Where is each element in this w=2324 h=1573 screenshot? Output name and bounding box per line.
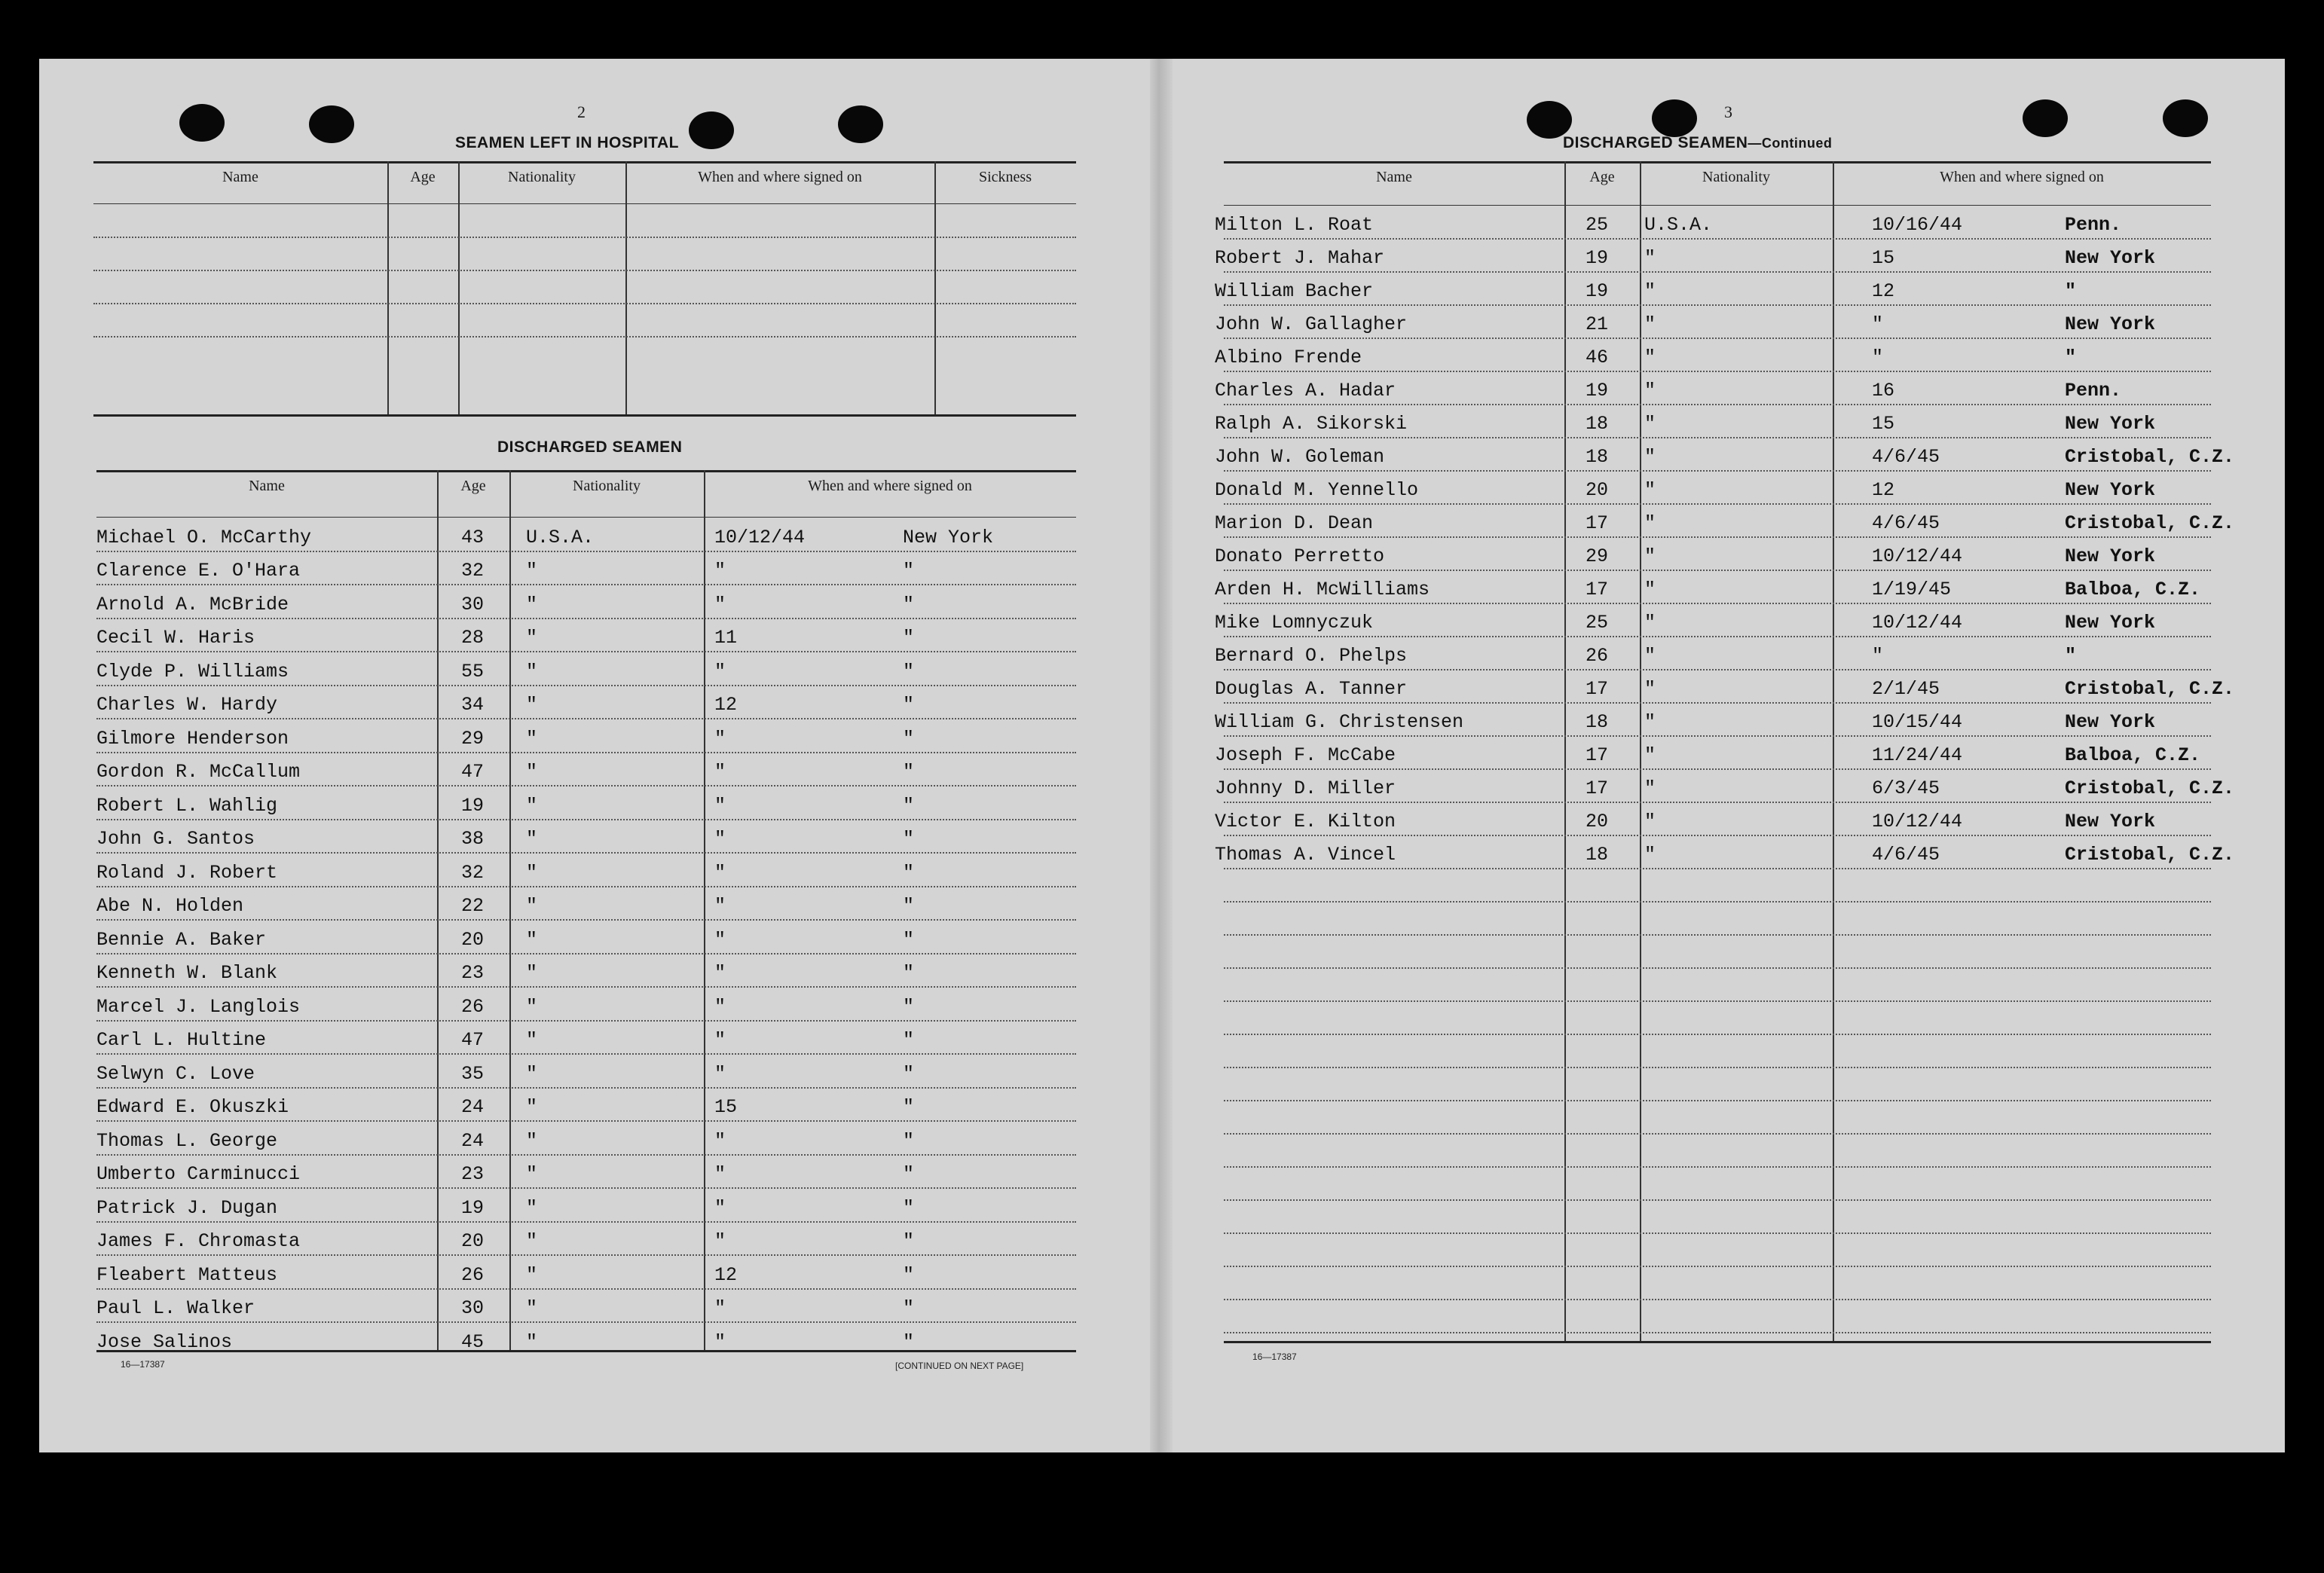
row-rule <box>1224 404 2211 405</box>
seaman-name: Charles W. Hardy <box>96 694 278 716</box>
signed-on-date: " <box>714 761 726 783</box>
signed-on-place: Cristobal, C.Z. <box>2065 844 2235 866</box>
signed-on-place: " <box>903 694 915 716</box>
signed-on-date: " <box>714 1330 726 1353</box>
seaman-nationality: " <box>1644 844 1656 866</box>
seaman-name: Cecil W. Haris <box>96 627 255 649</box>
seaman-nationality: " <box>526 1263 538 1286</box>
seaman-age: 17 <box>1586 678 1609 700</box>
row-rule <box>1224 338 2211 339</box>
seaman-age: 38 <box>461 828 485 850</box>
seaman-nationality: " <box>1644 479 1656 501</box>
seaman-age: 23 <box>461 1163 485 1185</box>
signed-on-place: Cristobal, C.Z. <box>2065 777 2235 799</box>
signed-on-date: " <box>714 560 726 582</box>
signed-on-place: New York <box>2065 313 2156 335</box>
seaman-age: 28 <box>461 627 485 649</box>
seaman-age: 21 <box>1586 313 1609 335</box>
signed-on-date: 15 <box>1872 413 1895 435</box>
seaman-nationality: " <box>526 895 538 917</box>
seaman-age: 46 <box>1586 347 1609 368</box>
row-rule <box>1224 470 2211 472</box>
signed-on-place: " <box>2065 347 2077 368</box>
seaman-nationality: " <box>1644 347 1656 368</box>
row-rule <box>1224 238 2211 240</box>
signed-on-place: New York <box>903 526 994 548</box>
seaman-age: 32 <box>461 861 485 884</box>
signed-on-date: " <box>714 1029 726 1051</box>
signed-on-date: " <box>714 660 726 683</box>
column-header: Name <box>1376 169 1412 185</box>
signed-on-place: New York <box>2065 413 2156 435</box>
row-rule <box>1224 503 2211 505</box>
signed-on-place: " <box>903 1096 915 1118</box>
seaman-nationality: " <box>1644 512 1656 534</box>
hospital-section-title: SEAMEN LEFT IN HOSPITAL <box>455 134 679 151</box>
seaman-age: 19 <box>461 794 485 817</box>
seaman-nationality: U.S.A. <box>526 526 595 548</box>
seaman-name: Charles A. Hadar <box>1215 380 1396 402</box>
signed-on-place: " <box>903 1062 915 1085</box>
seaman-name: Mike Lomnyczuk <box>1215 612 1374 634</box>
signed-on-place: New York <box>2065 479 2156 501</box>
signed-on-date: 15 <box>714 1096 738 1118</box>
seaman-name: Thomas A. Vincel <box>1215 844 1396 866</box>
seaman-name: John W. Gallagher <box>1215 313 1408 335</box>
signed-on-place: Cristobal, C.Z. <box>2065 512 2235 534</box>
seaman-age: 24 <box>461 1096 485 1118</box>
row-rule <box>1224 1000 2211 1002</box>
signed-on-place: New York <box>2065 247 2156 269</box>
column-header: When and where signed on <box>808 478 972 494</box>
right-page <box>39 59 2285 1452</box>
signed-on-place: Cristobal, C.Z. <box>2065 678 2235 700</box>
seaman-age: 23 <box>461 962 485 984</box>
signed-on-date: 1/19/45 <box>1872 579 1952 600</box>
seaman-nationality: " <box>526 761 538 783</box>
form-number: 16—17387 <box>1252 1352 1297 1362</box>
seaman-age: 18 <box>1586 413 1609 435</box>
seaman-name: Marcel J. Langlois <box>96 995 301 1018</box>
table-bottom-rule <box>1224 1341 2211 1343</box>
seaman-nationality: " <box>1644 280 1656 302</box>
seaman-name: Gordon R. McCallum <box>96 761 301 783</box>
column-header: Nationality <box>508 169 576 185</box>
seaman-age: 26 <box>461 995 485 1018</box>
row-rule <box>1224 271 2211 273</box>
signed-on-date: " <box>714 962 726 984</box>
signed-on-date: " <box>1872 313 1884 335</box>
signed-on-date: 4/6/45 <box>1872 844 1940 866</box>
seaman-age: 25 <box>1586 612 1609 634</box>
seaman-nationality: " <box>1644 446 1656 468</box>
signed-on-place: New York <box>2065 711 2156 733</box>
seaman-age: 35 <box>461 1062 485 1085</box>
seaman-name: Robert J. Mahar <box>1215 247 1385 269</box>
row-rule <box>1224 768 2211 770</box>
signed-on-date: " <box>714 995 726 1018</box>
signed-on-place: " <box>903 861 915 884</box>
row-rule <box>1224 603 2211 604</box>
signed-on-place: New York <box>2065 612 2156 634</box>
row-rule <box>1224 1067 2211 1068</box>
seaman-nationality: " <box>1644 545 1656 567</box>
signed-on-place: Penn. <box>2065 214 2122 236</box>
seaman-nationality: " <box>526 995 538 1018</box>
seaman-nationality: " <box>1644 313 1656 335</box>
seaman-age: 18 <box>1586 446 1609 468</box>
signed-on-date: 4/6/45 <box>1872 512 1940 534</box>
seaman-age: 30 <box>461 593 485 615</box>
signed-on-place: " <box>903 660 915 683</box>
seaman-age: 55 <box>461 660 485 683</box>
seaman-nationality: U.S.A. <box>1644 214 1713 236</box>
signed-on-date: " <box>714 794 726 817</box>
signed-on-place: Cristobal, C.Z. <box>2065 446 2235 468</box>
seaman-age: 29 <box>461 727 485 750</box>
signed-on-date: 4/6/45 <box>1872 446 1940 468</box>
seaman-name: Paul L. Walker <box>96 1297 255 1319</box>
seaman-nationality: " <box>526 593 538 615</box>
signed-on-place: " <box>903 1297 915 1319</box>
seaman-nationality: " <box>526 694 538 716</box>
signed-on-date: " <box>1872 347 1884 368</box>
signed-on-place: " <box>2065 645 2077 667</box>
seaman-age: 17 <box>1586 579 1609 600</box>
document-sheet <box>39 59 2285 1452</box>
row-rule <box>1224 702 2211 704</box>
seaman-nationality: " <box>526 1029 538 1051</box>
row-rule <box>1224 371 2211 372</box>
seaman-nationality: " <box>526 627 538 649</box>
column-header: When and where signed on <box>1940 169 2104 185</box>
seaman-nationality: " <box>526 1096 538 1118</box>
signed-on-place: " <box>903 1029 915 1051</box>
seaman-nationality: " <box>1644 612 1656 634</box>
signed-on-date: 10/12/44 <box>1872 545 1963 567</box>
seaman-age: 43 <box>461 526 485 548</box>
table-top-rule <box>1224 161 2211 163</box>
right-section-title <box>1563 134 1832 152</box>
seaman-name: William G. Christensen <box>1215 711 1464 733</box>
signed-on-place: Balboa, C.Z. <box>2065 579 2201 600</box>
seaman-nationality: " <box>526 861 538 884</box>
seaman-age: 19 <box>1586 247 1609 269</box>
seaman-name: Roland J. Robert <box>96 861 278 884</box>
seaman-name: Edward E. Okuszki <box>96 1096 289 1118</box>
seaman-nationality: " <box>526 828 538 850</box>
row-rule <box>1224 1100 2211 1101</box>
column-header: Age <box>410 169 436 185</box>
seaman-age: 47 <box>461 761 485 783</box>
seaman-nationality: " <box>1644 579 1656 600</box>
seaman-nationality: " <box>1644 811 1656 832</box>
row-rule <box>1224 868 2211 869</box>
seaman-nationality: " <box>1644 413 1656 435</box>
seaman-age: 18 <box>1586 844 1609 866</box>
seaman-nationality: " <box>1644 711 1656 733</box>
signed-on-place: Balboa, C.Z. <box>2065 744 2201 766</box>
signed-on-date: " <box>714 861 726 884</box>
seaman-nationality: " <box>526 1129 538 1152</box>
seaman-name: Abe N. Holden <box>96 895 244 917</box>
seaman-name: John G. Santos <box>96 828 255 850</box>
signed-on-date: " <box>714 1230 726 1252</box>
seaman-name: Donald M. Yennello <box>1215 479 1419 501</box>
row-rule <box>1224 1199 2211 1201</box>
row-rule <box>1224 304 2211 306</box>
row-rule <box>1224 1232 2211 1234</box>
seaman-age: 32 <box>461 560 485 582</box>
table-header-rule <box>1224 205 2211 206</box>
page-number: 3 <box>1724 102 1732 121</box>
seaman-name: William Bacher <box>1215 280 1374 302</box>
signed-on-date: 16 <box>1872 380 1895 402</box>
signed-on-place: " <box>903 895 915 917</box>
signed-on-date: 10/12/44 <box>1872 612 1963 634</box>
seaman-name: Fleabert Matteus <box>96 1263 278 1286</box>
seaman-age: 19 <box>461 1196 485 1219</box>
seaman-name: Selwyn C. Love <box>96 1062 255 1085</box>
column-header: Age <box>460 478 486 494</box>
signed-on-place: " <box>903 995 915 1018</box>
seaman-nationality: " <box>526 962 538 984</box>
seaman-age: 25 <box>1586 214 1609 236</box>
signed-on-date: " <box>714 1163 726 1185</box>
column-header: Nationality <box>1702 169 1770 185</box>
row-rule <box>1224 669 2211 670</box>
signed-on-date: " <box>714 593 726 615</box>
seaman-nationality: " <box>526 1163 538 1185</box>
row-rule <box>1224 735 2211 737</box>
seaman-nationality: " <box>1644 678 1656 700</box>
signed-on-place: " <box>903 593 915 615</box>
seaman-age: 26 <box>461 1263 485 1286</box>
signed-on-place: " <box>903 727 915 750</box>
column-header: Name <box>222 169 258 185</box>
signed-on-place: " <box>903 1163 915 1185</box>
signed-on-place: " <box>903 1230 915 1252</box>
seaman-age: 22 <box>461 895 485 917</box>
column-header: Age <box>1589 169 1615 185</box>
seaman-name: Victor E. Kilton <box>1215 811 1396 832</box>
seaman-nationality: " <box>526 928 538 951</box>
seaman-age: 45 <box>461 1330 485 1353</box>
signed-on-date: 6/3/45 <box>1872 777 1940 799</box>
seaman-age: 29 <box>1586 545 1609 567</box>
signed-on-date: " <box>714 1129 726 1152</box>
signed-on-date: " <box>714 928 726 951</box>
signed-on-place: " <box>903 1263 915 1286</box>
signed-on-place: " <box>903 794 915 817</box>
seaman-name: Joseph F. McCabe <box>1215 744 1396 766</box>
seaman-nationality: " <box>526 660 538 683</box>
signed-on-date: 11 <box>714 627 738 649</box>
signed-on-place: " <box>903 627 915 649</box>
signed-on-date: 10/16/44 <box>1872 214 1963 236</box>
seaman-name: Kenneth W. Blank <box>96 962 278 984</box>
seaman-nationality: " <box>1644 247 1656 269</box>
seaman-age: 20 <box>461 928 485 951</box>
signed-on-date: 10/15/44 <box>1872 711 1963 733</box>
row-rule <box>1224 1034 2211 1035</box>
column-header: Name <box>249 478 285 494</box>
seaman-nationality: " <box>526 794 538 817</box>
seaman-age: 19 <box>1586 280 1609 302</box>
signed-on-place: " <box>903 761 915 783</box>
seaman-nationality: " <box>526 1062 538 1085</box>
row-rule <box>1224 1166 2211 1168</box>
continued-note: [CONTINUED ON NEXT PAGE] <box>895 1361 1024 1371</box>
seaman-age: 19 <box>1586 380 1609 402</box>
seaman-name: Marion D. Dean <box>1215 512 1374 534</box>
seaman-name: Arden H. McWilliams <box>1215 579 1430 600</box>
seaman-nationality: " <box>526 1230 538 1252</box>
seaman-age: 20 <box>1586 811 1609 832</box>
page-number: 2 <box>577 102 586 121</box>
signed-on-date: 2/1/45 <box>1872 678 1940 700</box>
column-header: Nationality <box>573 478 641 494</box>
signed-on-date: 12 <box>1872 280 1895 302</box>
signed-on-date: " <box>714 1062 726 1085</box>
column-header: Sickness <box>979 169 1032 185</box>
signed-on-date: 12 <box>1872 479 1895 501</box>
seaman-age: 30 <box>461 1297 485 1319</box>
seaman-nationality: " <box>526 1330 538 1353</box>
seaman-nationality: " <box>1644 777 1656 799</box>
seaman-name: Clyde P. Williams <box>96 660 289 683</box>
signed-on-date: 12 <box>714 1263 738 1286</box>
row-rule <box>1224 1133 2211 1135</box>
seaman-name: Clarence E. O'Hara <box>96 560 301 582</box>
seaman-name: Patrick J. Dugan <box>96 1196 278 1219</box>
signed-on-place: New York <box>2065 545 2156 567</box>
row-rule <box>1224 1266 2211 1267</box>
seaman-nationality: " <box>1644 744 1656 766</box>
row-rule <box>1224 536 2211 538</box>
seaman-name: Michael O. McCarthy <box>96 526 312 548</box>
signed-on-place: " <box>903 560 915 582</box>
seaman-name: Robert L. Wahlig <box>96 794 278 817</box>
signed-on-place: " <box>903 1129 915 1152</box>
signed-on-place: " <box>903 1196 915 1219</box>
seaman-age: 17 <box>1586 744 1609 766</box>
row-rule <box>1224 1332 2211 1333</box>
seaman-name: Jose Salinos <box>96 1330 233 1353</box>
title-main: DISCHARGED SEAMEN <box>1563 134 1748 151</box>
signed-on-place: Penn. <box>2065 380 2122 402</box>
seaman-name: Thomas L. George <box>96 1129 278 1152</box>
seaman-age: 18 <box>1586 711 1609 733</box>
seaman-name: Bernard O. Phelps <box>1215 645 1408 667</box>
row-rule <box>1224 636 2211 637</box>
seaman-name: Arnold A. McBride <box>96 593 289 615</box>
row-rule <box>1224 1299 2211 1300</box>
signed-on-date: 12 <box>714 694 738 716</box>
signed-on-place: " <box>903 928 915 951</box>
signed-on-date: " <box>714 1196 726 1219</box>
row-rule <box>1224 901 2211 903</box>
row-rule <box>1224 967 2211 969</box>
seaman-age: 24 <box>461 1129 485 1152</box>
discharged-section-title: DISCHARGED SEAMEN <box>497 438 683 456</box>
signed-on-date: " <box>714 1297 726 1319</box>
form-number: 16—17387 <box>121 1359 165 1370</box>
signed-on-place: " <box>903 828 915 850</box>
seaman-name: James F. Chromasta <box>96 1230 301 1252</box>
column-header: When and where signed on <box>698 169 862 185</box>
seaman-nationality: " <box>526 1196 538 1219</box>
signed-on-date: " <box>1872 645 1884 667</box>
signed-on-place: New York <box>2065 811 2156 832</box>
seaman-nationality: " <box>1644 645 1656 667</box>
signed-on-place: " <box>903 1330 915 1353</box>
title-suffix: —Continued <box>1748 136 1833 151</box>
seaman-name: Albino Frende <box>1215 347 1362 368</box>
seaman-name: Gilmore Henderson <box>96 727 289 750</box>
seaman-nationality: " <box>526 727 538 750</box>
signed-on-date: " <box>714 895 726 917</box>
seaman-name: Ralph A. Sikorski <box>1215 413 1408 435</box>
row-rule <box>1224 802 2211 803</box>
seaman-age: 26 <box>1586 645 1609 667</box>
seaman-nationality: " <box>526 560 538 582</box>
seaman-age: 47 <box>461 1029 485 1051</box>
seaman-name: Bennie A. Baker <box>96 928 267 951</box>
seaman-name: Douglas A. Tanner <box>1215 678 1408 700</box>
row-rule <box>1224 437 2211 438</box>
signed-on-date: 11/24/44 <box>1872 744 1963 766</box>
row-rule <box>1224 835 2211 836</box>
seaman-name: John W. Goleman <box>1215 446 1385 468</box>
signed-on-place: " <box>2065 280 2077 302</box>
signed-on-date: 10/12/44 <box>1872 811 1963 832</box>
seaman-age: 17 <box>1586 777 1609 799</box>
signed-on-place: " <box>903 962 915 984</box>
signed-on-date: " <box>714 828 726 850</box>
seaman-name: Carl L. Hultine <box>96 1029 267 1051</box>
seaman-name: Johnny D. Miller <box>1215 777 1396 799</box>
signed-on-date: 15 <box>1872 247 1895 269</box>
seaman-age: 20 <box>461 1230 485 1252</box>
seaman-age: 17 <box>1586 512 1609 534</box>
row-rule <box>1224 934 2211 936</box>
seaman-name: Umberto Carminucci <box>96 1163 301 1185</box>
seaman-name: Donato Perretto <box>1215 545 1385 567</box>
signed-on-date: 10/12/44 <box>714 526 806 548</box>
seaman-age: 20 <box>1586 479 1609 501</box>
seaman-name: Milton L. Roat <box>1215 214 1374 236</box>
row-rule <box>1224 570 2211 571</box>
seaman-age: 34 <box>461 694 485 716</box>
seaman-nationality: " <box>1644 380 1656 402</box>
seaman-nationality: " <box>526 1297 538 1319</box>
signed-on-date: " <box>714 727 726 750</box>
